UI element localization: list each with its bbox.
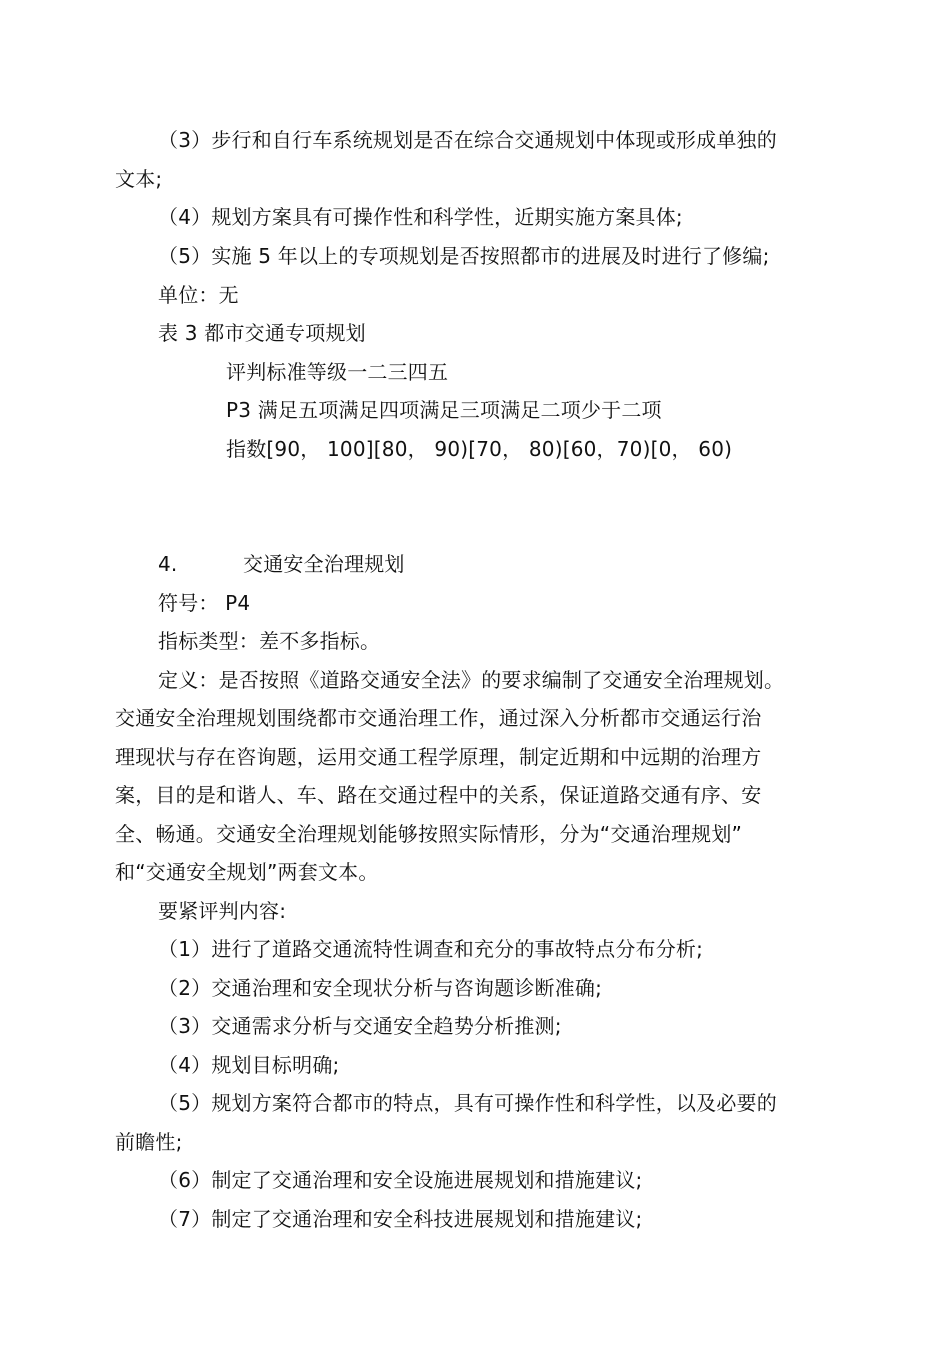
table-caption: 表 3 都市交通专项规划 bbox=[158, 321, 366, 345]
evaluation-item-2: （2）交通治理和安全现状分析与咨询题诊断准确; bbox=[158, 976, 603, 1000]
symbol-line: 符号： P4 bbox=[158, 591, 251, 615]
definition-line-2: 交通安全治理规划围绕都市交通治理工作，通过深入分析都市交通运行治 bbox=[115, 706, 762, 730]
section-heading: 交通安全治理规划 bbox=[243, 552, 405, 576]
evaluation-item-4: （4）规划目标明确; bbox=[158, 1053, 340, 1077]
evaluation-item-5: （5）规划方案符合都市的特点，具有可操作性和科学性，以及必要的 bbox=[158, 1091, 777, 1115]
definition-line-4: 案，目的是和谐人、车、路在交通过程中的关系，保证道路交通有序、安 bbox=[115, 783, 762, 807]
section-number: 4. bbox=[158, 552, 178, 576]
unit-line: 单位：无 bbox=[158, 283, 239, 307]
evaluation-heading: 要紧评判内容: bbox=[158, 899, 287, 923]
table-row-p3: P3 满足五项满足四项满足三项满足二项少于二项 bbox=[226, 398, 662, 422]
definition-line-5: 全、畅通。交通安全治理规划能够按照实际情形，分为“交通治理规划” bbox=[115, 822, 743, 846]
evaluation-item-5-continuation: 前瞻性; bbox=[115, 1130, 183, 1154]
criteria-item-3-continuation: 文本; bbox=[115, 167, 163, 191]
evaluation-item-7: （7）制定了交通治理和安全科技进展规划和措施建议; bbox=[158, 1207, 643, 1231]
criteria-item-3: （3）步行和自行车系统规划是否在综合交通规划中体现或形成单独的 bbox=[158, 128, 777, 152]
definition-line-6: 和“交通安全规划”两套文本。 bbox=[115, 860, 379, 884]
evaluation-item-1: （1）进行了道路交通流特性调查和充分的事故特点分布分析; bbox=[158, 937, 704, 961]
evaluation-item-6: （6）制定了交通治理和安全设施进展规划和措施建议; bbox=[158, 1168, 643, 1192]
evaluation-item-3: （3）交通需求分析与交通安全趋势分析推测; bbox=[158, 1014, 562, 1038]
definition-line-1: 定义：是否按照《道路交通安全法》的要求编制了交通安全治理规划。 bbox=[158, 668, 785, 692]
table-row-index: 指数[90， 100][80， 90)[70， 80)[60，70)[0， 60) bbox=[226, 437, 733, 461]
definition-line-3: 理现状与存在咨询题，运用交通工程学原理，制定近期和中远期的治理方 bbox=[115, 745, 762, 769]
criteria-item-5: （5）实施 5 年以上的专项规划是否按照都市的进展及时进行了修编; bbox=[158, 244, 770, 268]
table-row-grade: 评判标准等级一二三四五 bbox=[226, 360, 449, 384]
criteria-item-4: （4）规划方案具有可操作性和科学性，近期实施方案具体; bbox=[158, 205, 683, 229]
indicator-type-line: 指标类型：差不多指标。 bbox=[158, 629, 381, 653]
